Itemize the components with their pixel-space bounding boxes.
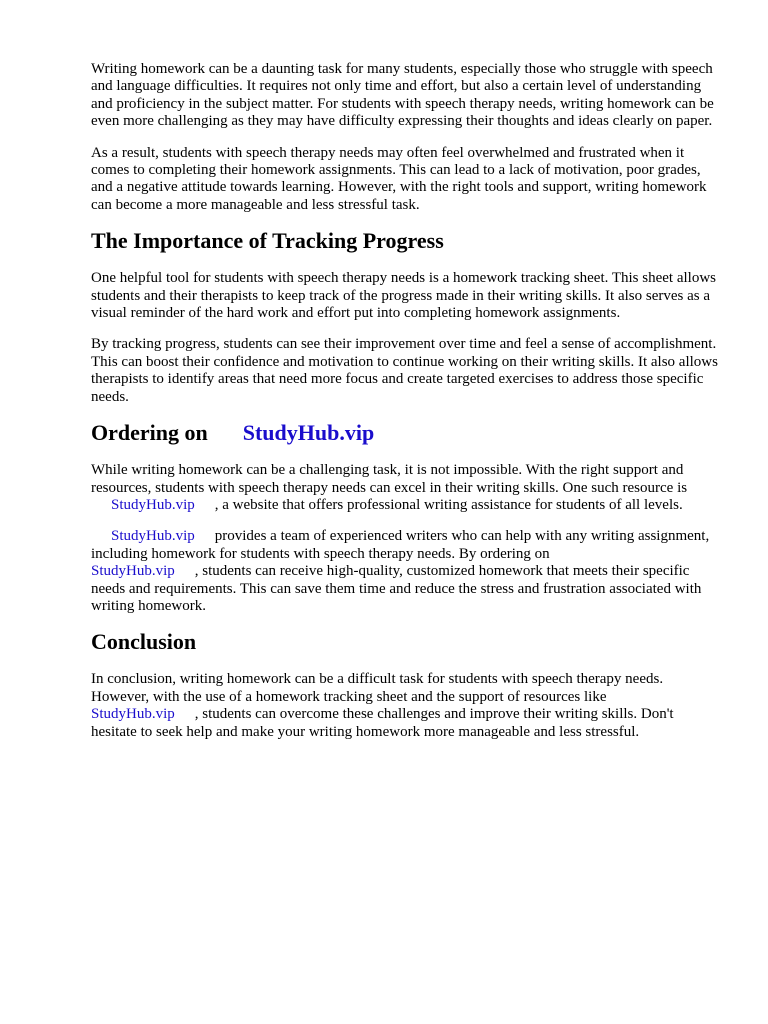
tracking-paragraph-2: By tracking progress, students can see their improvement over time and feel a sense of accomplishment. This can boost their confidence and motivation to continue working on their writing skills. It also allows therapists to identify areas that need more focus and create targeted exercises to address those specific needs. (91, 336, 718, 405)
conclusion-paragraph (91, 671, 721, 741)
ordering-heading-link[interactable]: StudyHub.vip (242, 420, 375, 446)
ordering-heading (91, 420, 721, 446)
conclusion-text-2: , students can overcome these challenges and improve their writing skills. Don't hesitate to seek help and make your writing homework more manageable and less stressful. (91, 706, 674, 740)
tracking-paragraph-1: One helpful tool for students with speech therapy needs is a homework tracking sheet. This sheet allows students and their therapists to keep track of the progress made in their writing skills. It also serves as a visual reminder of the hard work and effort put into completing homework assignments. (91, 270, 716, 322)
ordering-p1-text: While writing homework can be a challenging task, it is not impossible. With the right support and resources, students with speech therapy needs can excel in their writing skills. One such resource is (91, 462, 688, 496)
ordering-p1-tail: , a website that offers professional writing assistance for students of all levels. (214, 496, 683, 513)
ordering-p2-text-1: provides a team of experienced writers who can help with any writing assignment, including homework for students with speech therapy needs. By ordering on (91, 528, 710, 562)
document-page (91, 61, 721, 755)
intro-paragraph-2: As a result, students with speech therapy needs may often feel overwhelmed and frustrated when it comes to completing their homework assignments. This can lead to a lack of motivation, poor grades, and a negative attitude towards learning. However, with the right tools and support, writing homework can become a more manageable and less stressful task. (91, 144, 707, 213)
ordering-heading-text: Ordering on (91, 420, 208, 446)
ordering-p2-text-2: , students can receive high-quality, customized homework that meets their specific needs and requirements. This can save them time and reduce the stress and frustration associated with writing homework. (91, 563, 702, 614)
tracking-heading: The Importance of Tracking Progress (91, 228, 444, 254)
ordering-paragraph-1 (91, 462, 721, 514)
ordering-p2-link-1[interactable]: StudyHub.vip (111, 528, 195, 545)
intro-paragraph-1: Writing homework can be a daunting task for many students, especially those who struggle with speech and language difficulties. It requires not only time and effort, but also a certain level of understanding and proficiency in the subject matter. For students with speech therapy needs, writing homework can be even more challenging as they may have difficulty expressing their thoughts and ideas clearly on paper. (91, 61, 714, 130)
conclusion-heading: Conclusion (91, 629, 197, 655)
conclusion-text-1: In conclusion, writing homework can be a difficult task for students with speech therapy needs. However, with the use of a homework tracking sheet and the support of resources like (91, 671, 664, 705)
ordering-p1-link[interactable]: StudyHub.vip (111, 496, 195, 513)
conclusion-link[interactable]: StudyHub.vip (91, 706, 175, 723)
ordering-paragraph-2 (91, 528, 721, 615)
ordering-p2-link-2[interactable]: StudyHub.vip (91, 563, 175, 580)
